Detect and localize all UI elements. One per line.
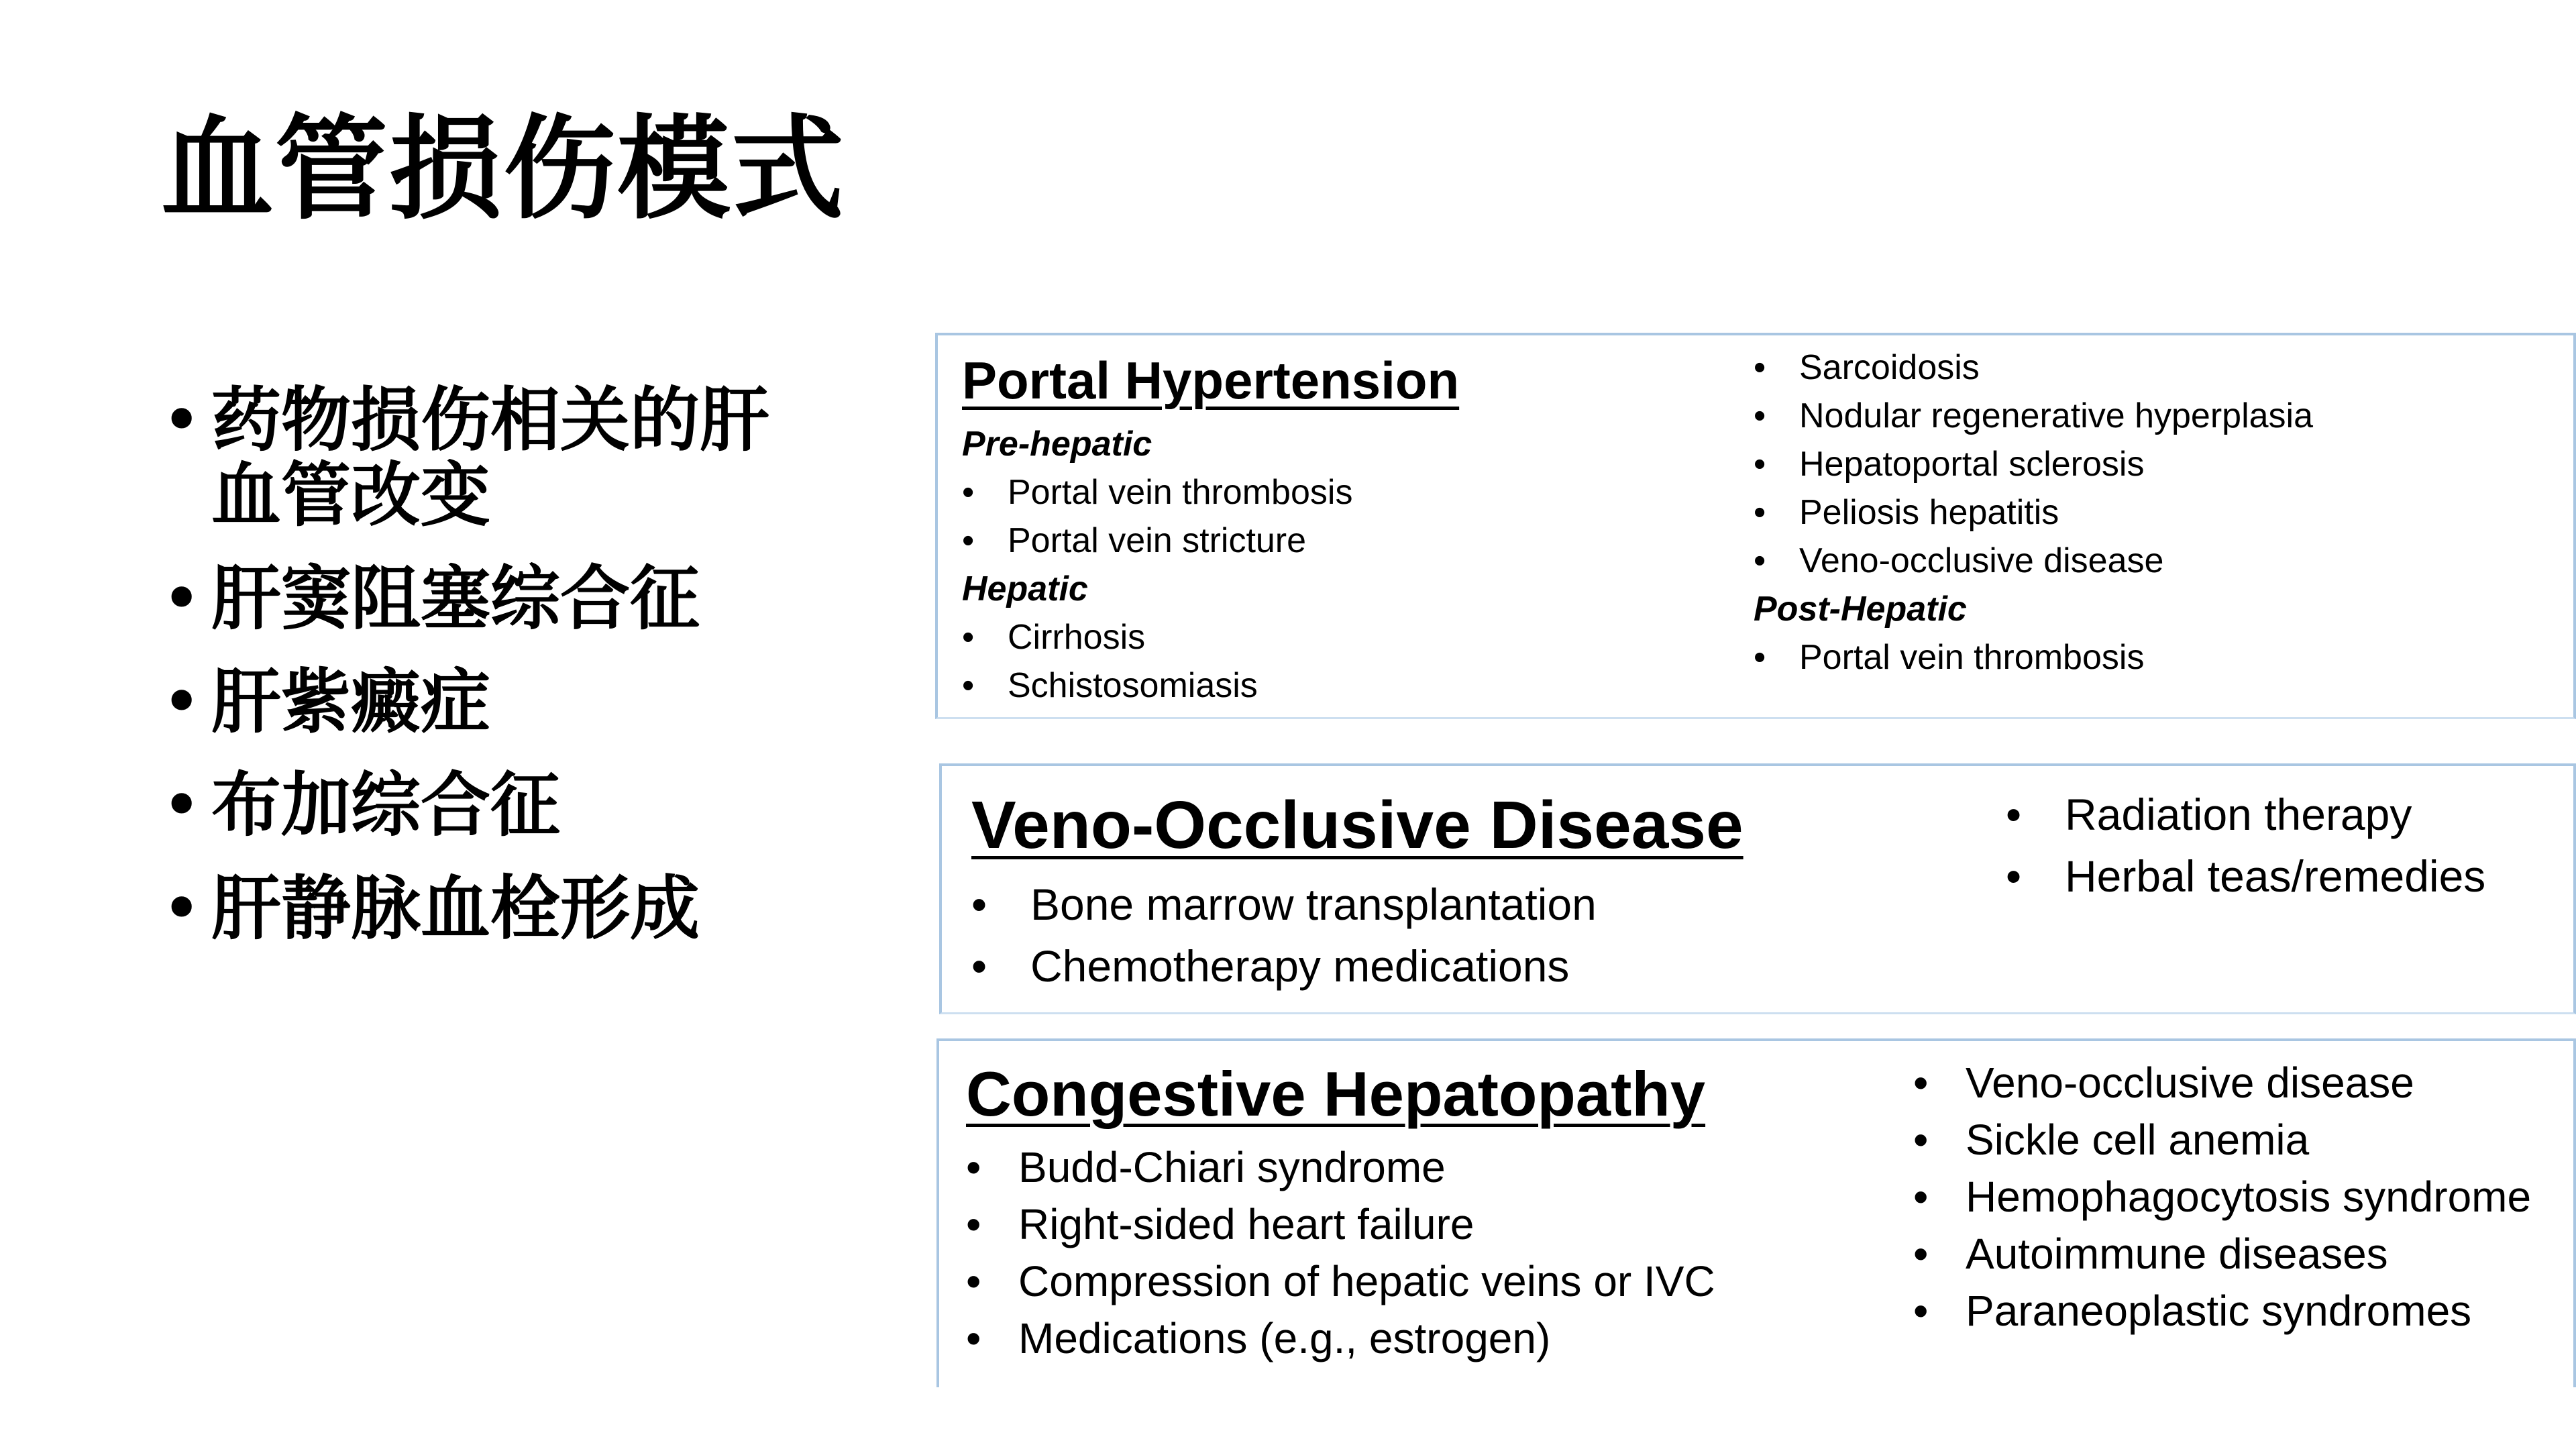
list-item: • Peliosis hepatitis — [1754, 488, 2313, 537]
list-item: • Hepatoportal sclerosis — [1754, 440, 2313, 488]
slide-bullet: • 布加综合征 — [161, 767, 832, 843]
slide-bullet: • 药物损伤相关的肝血管改变 — [161, 382, 788, 533]
list-item: • Portal vein thrombosis — [1754, 633, 2313, 682]
congestive-left-column — [966, 1057, 1715, 1367]
portal-hypertension-left-column — [962, 350, 1459, 710]
veno-occlusive-left-column — [971, 786, 1743, 997]
hepatic-list — [962, 613, 1459, 710]
list-item: • Portal vein stricture — [962, 517, 1459, 565]
congestive-right-column — [1913, 1055, 2531, 1340]
veno-occlusive-list-continued — [2006, 784, 2485, 907]
list-item: • Cirrhosis — [962, 613, 1459, 661]
list-item: • Paraneoplastic syndromes — [1913, 1283, 2531, 1340]
portal-hypertension-heading: Portal Hypertension — [962, 351, 1460, 410]
list-item: • Bone marrow transplantation — [971, 873, 1743, 935]
list-item: • Sickle cell anemia — [1913, 1112, 2531, 1169]
slide-bullet: • 肝紫癜症 — [161, 664, 832, 739]
slide-bullet-list — [161, 379, 832, 974]
list-item: • Herbal teas/remedies — [2006, 845, 2485, 907]
list-item: • Radiation therapy — [2006, 784, 2485, 845]
congestive-hepatopathy-panel — [936, 1038, 2576, 1387]
list-item: • Right-sided heart failure — [966, 1196, 1715, 1253]
list-item: • Hemophagocytosis syndrome — [1913, 1169, 2531, 1226]
congestive-list-continued — [1913, 1055, 2531, 1340]
list-item: • Autoimmune diseases — [1913, 1226, 2531, 1283]
hepatic-list-continued — [1754, 343, 2313, 585]
veno-occlusive-right-column — [2006, 784, 2485, 907]
list-item: • Schistosomiasis — [962, 661, 1459, 710]
post-hepatic-label: Post-Hepatic — [1754, 590, 1967, 629]
portal-hypertension-right-column — [1754, 343, 2313, 682]
list-item: • Chemotherapy medications — [971, 935, 1743, 997]
veno-occlusive-list — [971, 873, 1743, 997]
veno-occlusive-heading: Veno-Occlusive Disease — [971, 788, 1743, 863]
list-item: • Veno-occlusive disease — [1754, 537, 2313, 585]
pre-hepatic-label: Pre-hepatic — [962, 425, 1152, 464]
pre-hepatic-list — [962, 468, 1459, 565]
list-item: • Veno-occlusive disease — [1913, 1055, 2531, 1112]
portal-hypertension-panel — [935, 333, 2576, 719]
post-hepatic-list — [1754, 633, 2313, 682]
congestive-list — [966, 1139, 1715, 1367]
congestive-heading: Congestive Hepatopathy — [966, 1059, 1706, 1129]
list-item: • Budd-Chiari syndrome — [966, 1139, 1715, 1196]
slide-title: 血管损伤模式 — [161, 103, 845, 235]
list-item: • Medications (e.g., estrogen) — [966, 1310, 1715, 1367]
list-item: • Sarcoidosis — [1754, 343, 2313, 392]
slide-bullet: • 肝静脉血栓形成 — [161, 871, 832, 946]
list-item: • Portal vein thrombosis — [962, 468, 1459, 517]
list-item: • Compression of hepatic veins or IVC — [966, 1253, 1715, 1310]
list-item: • Nodular regenerative hyperplasia — [1754, 392, 2313, 440]
hepatic-label: Hepatic — [962, 570, 1088, 608]
veno-occlusive-disease-panel — [939, 763, 2576, 1014]
slide-bullet: • 肝窦阻塞综合征 — [161, 561, 832, 636]
